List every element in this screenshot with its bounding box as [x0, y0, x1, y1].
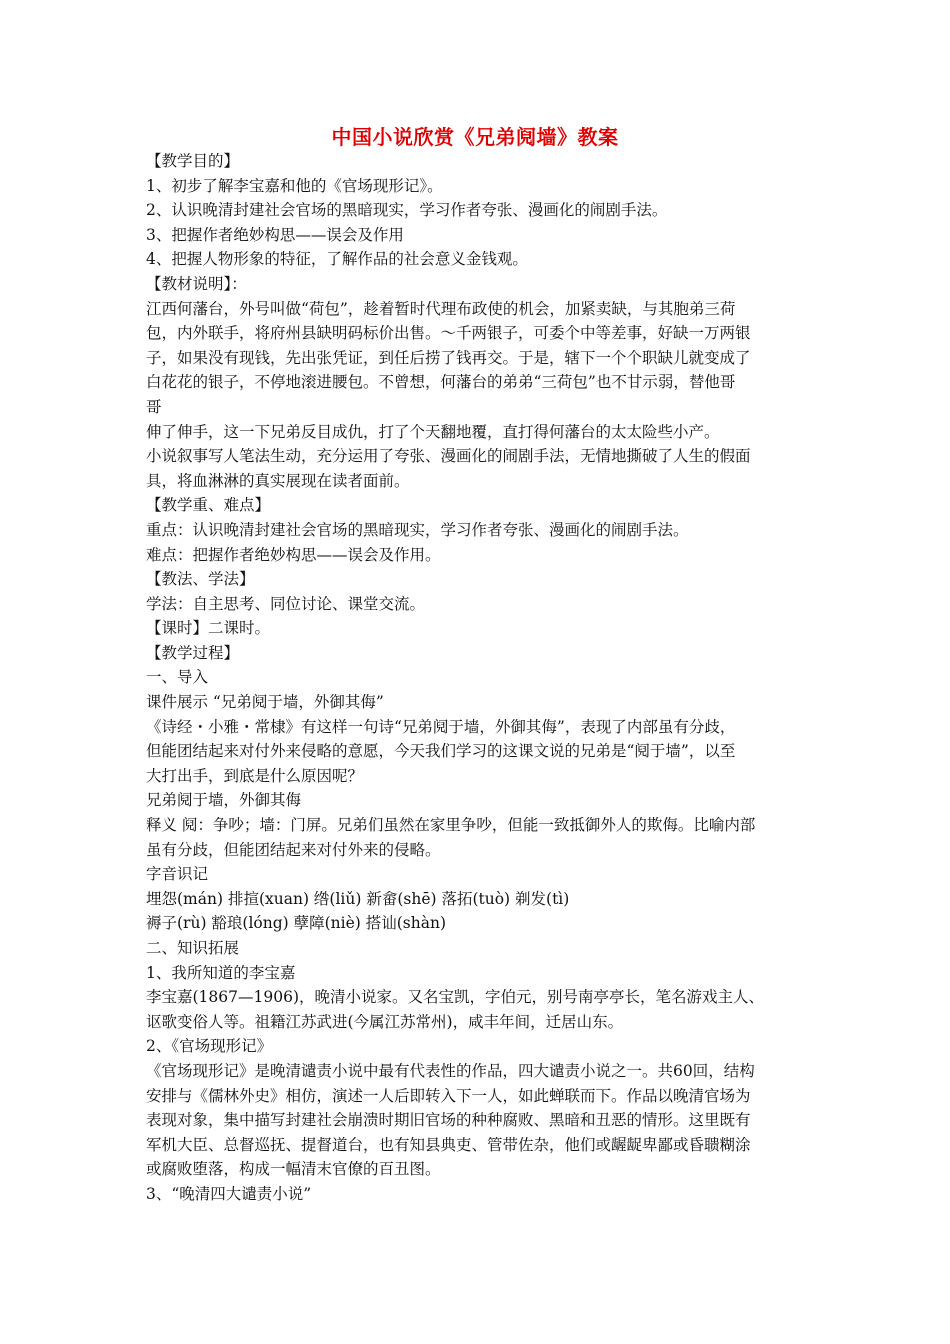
text-line: 一、导入 [146, 668, 209, 687]
text-line: 褥子(rù) 豁琅(lóng) 孽障(niè) 搭讪(shàn) [146, 914, 447, 933]
text-line: 字音识记 [146, 865, 209, 884]
text-line: 《诗经・小雅・常棣》有这样一句诗“兄弟阋于墙，外御其侮”，表现了内部虽有分歧， [146, 717, 736, 736]
text-line: 或腐败堕落，构成一幅清末官僚的百丑图。 [146, 1160, 441, 1179]
text-line: 讴歌变俗人等。祖籍江苏武进(今属江苏常州)，咸丰年间，迁居山东。 [146, 1012, 624, 1031]
text-line: 包，内外联手，将府州县缺明码标价出售。～千两银子，可委个中等差事，好缺一万两银 [146, 324, 751, 343]
document-body [146, 149, 816, 1207]
text-line: 2、认识晚清封建社会官场的黑暗现实，学习作者夸张、漫画化的闹剧手法。 [146, 201, 668, 220]
text-line: 安排与《儒林外史》相仿，演述一人后即转入下一人，如此蝉联而下。作品以晚清官场为 [146, 1086, 751, 1105]
text-line: 【教材说明】： [146, 274, 247, 293]
text-line: 3、把握作者绝妙构思——误会及作用 [146, 225, 404, 244]
text-line: 课件展示 “兄弟阋于墙，外御其侮” [146, 693, 384, 712]
text-line: 兄弟阋于墙，外御其侮 [146, 791, 302, 810]
text-line: 哥 [146, 397, 162, 416]
text-line: 【教学目的】 [146, 152, 240, 170]
document-title: 中国小说欣赏《兄弟阋墙》教案 [331, 125, 619, 149]
text-line: 子，如果没有现钱，先出张凭证，到任后捞了钱再交。于是，辖下一个个职缺儿就变成了 [146, 348, 751, 367]
text-line: 【课时】二课时。 [146, 619, 271, 638]
text-line: 1、我所知道的李宝嘉 [146, 963, 296, 982]
text-line: 李宝嘉(1867—1906)，晚清小说家。又名宝凯，字伯元，别号南亭亭长，笔名游戏主人、 [146, 988, 764, 1007]
text-line: 2、《官场现形记》 [146, 1037, 273, 1056]
text-line: 伸了伸手，这一下兄弟反目成仇，打了个天翻地覆，直打得何藩台的太太险些小产。 [146, 422, 720, 441]
text-line: 但能团结起来对付外来侵略的意愿，今天我们学习的这课文说的兄弟是“阋于墙”，以至 [146, 742, 736, 761]
text-line: 具，将血淋淋的真实展现在读者面前。 [146, 471, 410, 490]
text-line: 【教学重、难点】 [146, 496, 271, 515]
text-line: 3、“晚清四大谴责小说” [146, 1184, 312, 1203]
text-line: 小说叙事写人笔法生动，充分运用了夸张、漫画化的闹剧手法，无情地撕破了人生的假面 [146, 447, 751, 466]
text-line: 4、把握人物形象的特征，了解作品的社会意义金钱观。 [146, 250, 528, 269]
text-line: 白花花的银子，不停地滚进腰包。不曾想，何藩台的弟弟“三荷包”也不甘示弱，替他哥 [146, 373, 736, 392]
text-line: 《官场现形记》是晚清谴责小说中最有代表性的作品，四大谴责小说之一。共60回，结构 [146, 1061, 755, 1080]
text-line: 学法：自主思考、同位讨论、课堂交流。 [146, 594, 426, 613]
text-line: 1、初步了解李宝嘉和他的《官场现形记》。 [146, 176, 443, 195]
text-line: 【教法、学法】 [146, 570, 255, 589]
text-line: 难点：把握作者绝妙构思——误会及作用。 [146, 545, 441, 564]
text-line: 大打出手，到底是什么原因呢？ [146, 766, 364, 785]
text-line: 二、知识拓展 [146, 939, 240, 957]
text-line: 重点：认识晚清封建社会官场的黑暗现实，学习作者夸张、漫画化的闹剧手法。 [146, 520, 689, 539]
text-line: 释义 阋：争吵；墙：门屏。兄弟们虽然在家里争吵，但能一致抵御外人的欺侮。比喻内部 [146, 816, 756, 835]
text-line: 埋怨(mán) 排揎(xuan) 绺(liǔ) 新畲(shē) 落拓(tuò) 剃发(tì) [146, 889, 570, 908]
text-line: 虽有分歧，但能团结起来对付外来的侵略。 [146, 840, 441, 859]
text-line: 表现对象，集中描写封建社会崩溃时期旧官场的种种腐败、黑暗和丑恶的情形。这里既有 [146, 1111, 751, 1130]
text-line: 江西何藩台，外号叫做“荷包”，趁着暂时代理布政使的机会，加紧卖缺，与其胞弟三荷 [146, 299, 736, 318]
text-line: 【教学过程】 [146, 643, 240, 662]
text-line: 军机大臣、总督巡抚、提督道台，也有知县典吏、管带佐杂，他们或龌龊卑鄙或昏聩糊涂 [146, 1135, 751, 1154]
